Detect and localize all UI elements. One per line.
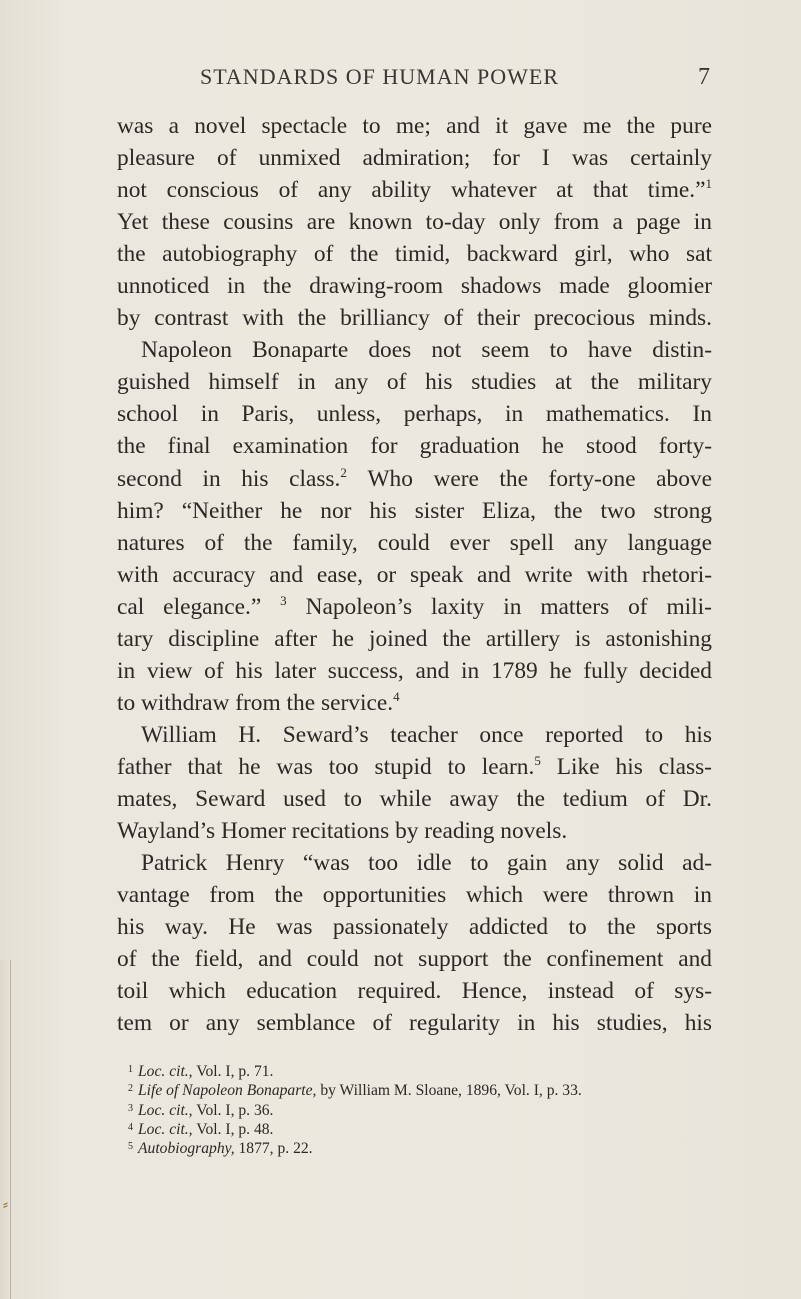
page-gutter-edge	[0, 960, 11, 1299]
footnote-ref: 1	[705, 176, 712, 192]
footnotes	[128, 1060, 712, 1158]
footnote-ref: 5	[534, 752, 541, 768]
text-line: with accuracy and ease, or speak and write with rhetori-	[117, 561, 712, 588]
text-line: was a novel spectacle to me; and it gave me the pure	[117, 113, 712, 139]
text-line: to withdraw from the service.$^4$	[117, 688, 400, 716]
text-line: tary discipline after he joined the artillery is astonishing	[117, 625, 712, 652]
text-line: Wayland’s Homer recitations by reading novels.	[117, 818, 568, 845]
text-line: mates, Seward used to while away the tedium of Dr.	[117, 785, 712, 812]
text-line: cal elegance.” $^3$ Napoleon’s laxity in matters of mili-	[117, 592, 712, 620]
text-line: the final examination for graduation he stood forty-	[117, 433, 712, 460]
text-line: guished himself in any of his studies at the military	[117, 369, 712, 396]
running-title: STANDARDS OF HUMAN POWER	[200, 64, 559, 89]
margin-mark-icon: ⸗	[3, 1195, 8, 1213]
text-line: William H. Seward’s teacher once reported to his	[141, 721, 712, 748]
footnote: $^2$ Life of Napoleon Bonaparte, by William M. Sloane, 1896, Vol. I, p. 33.	[128, 1082, 582, 1100]
text-line: vantage from the opportunities which were thrown in	[117, 882, 712, 909]
footnote: $^3$ Loc. cit., Vol. I, p. 36.	[128, 1101, 274, 1119]
text-line: of the field, and could not support the confinement and	[117, 946, 712, 973]
footnote-ref: 4	[393, 688, 400, 704]
text-line: Yet these cousins are known to-day only from a page in	[117, 209, 712, 236]
footnote-ref: 3	[280, 592, 287, 608]
text-line: school in Paris, unless, perhaps, in mathematics. In	[117, 401, 712, 428]
text-line: in view of his later success, and in 1789 he fully decided	[117, 657, 712, 684]
text-line: Patrick Henry “was too idle to gain any solid ad-	[141, 850, 712, 877]
footnote: $^5$ Autobiography, 1877, p. 22.	[128, 1140, 313, 1158]
text-line: pleasure of unmixed admiration; for I was certainly	[117, 145, 712, 172]
text-line: natures of the family, could ever spell any language	[117, 529, 712, 556]
text-line: tem or any semblance of regularity in his studies, his	[117, 1010, 712, 1037]
footnote: $^1$ Loc. cit., Vol. I, p. 71.	[128, 1063, 274, 1080]
text-line: his way. He was passionately addicted to the sports	[117, 914, 712, 941]
text-line: father that he was too stupid to learn.$^5$ Like his class-	[117, 752, 712, 780]
text-line: by contrast with the brilliancy of their precocious minds.	[117, 305, 712, 332]
text-line: toil which education required. Hence, instead of sys-	[117, 978, 712, 1005]
text-line: unnoticed in the drawing-room shadows made gloomier	[117, 273, 712, 300]
text-line: him? “Neither he nor his sister Eliza, the two strong	[117, 497, 712, 524]
text-line: not conscious of any ability whatever at that time.”$^1$	[117, 176, 712, 204]
text-line: Napoleon Bonaparte does not seem to have distin-	[141, 337, 712, 364]
footnote: $^4$ Loc. cit., Vol. I, p. 48.	[128, 1120, 274, 1138]
running-head	[117, 64, 710, 94]
footnote-ref: 2	[340, 464, 347, 480]
page-number: 7	[698, 64, 710, 90]
text-line: the autobiography of the timid, backward girl, who sat	[117, 241, 712, 268]
body-text	[117, 110, 712, 1039]
text-line: second in his class.$^2$ Who were the forty-one above	[117, 464, 712, 492]
